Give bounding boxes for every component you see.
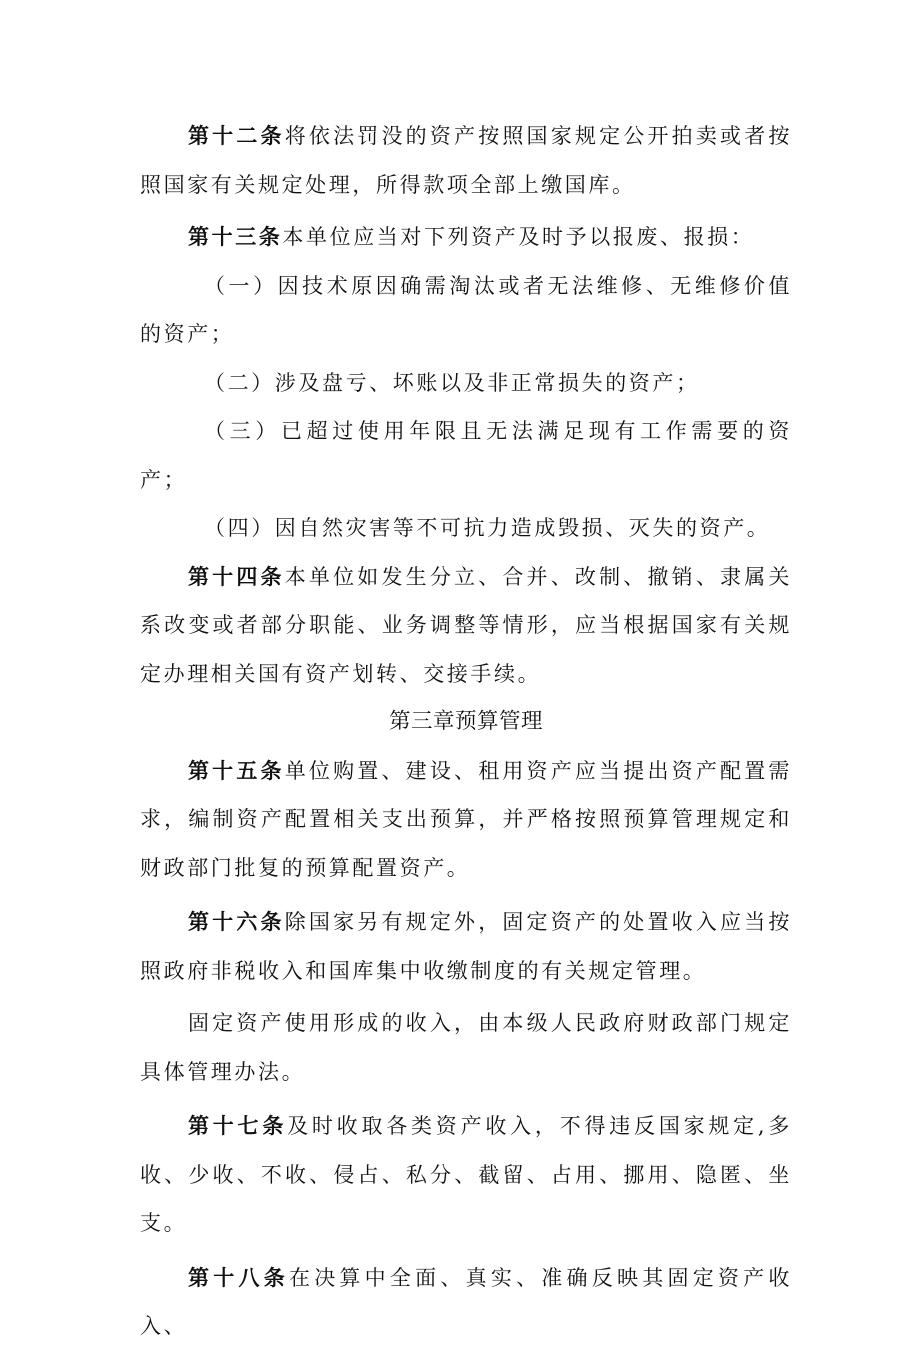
article-text: 本单位如发生分立、合并、改制、撤销、隶属关系改变或者部分职能、业务调整等情形，应当根据国家有关规定办理相关国有资产划转、交接手续。 [140, 564, 792, 686]
article-text: 本单位应当对下列资产及时予以报废、报损： [282, 225, 755, 249]
article-17 [140, 1102, 792, 1248]
article-14 [140, 553, 792, 699]
article-18 [140, 1254, 792, 1351]
article-16 [140, 898, 792, 995]
article-number: 第十五条 [188, 758, 285, 783]
article-text: 将依法罚没的资产按照国家规定公开拍卖或者按照国家有关规定处理，所得款项全部上缴国库。 [140, 124, 792, 197]
article-number: 第十六条 [188, 910, 285, 934]
article-text: 及时收取各类资产收入，不得违反国家规定,多收、少收、不收、侵占、私分、截留、占用、挪用、隐匿、坐支。 [140, 1114, 792, 1235]
list-item-3: （三）已超过使用年限且无法满足现有工作需要的资产； [140, 419, 792, 492]
list-item-2: （二）涉及盘亏、坏账以及非正常损失的资产； [204, 370, 700, 395]
document-page [140, 112, 792, 1351]
article-text: 单位购置、建设、租用资产应当提出资产配置需求，编制资产配置相关支出预算，并严格按照预算管理规定和财政部门批复的预算配置资产。 [140, 758, 792, 880]
article-number: 第十八条 [188, 1265, 289, 1290]
article-text: 在决算中全面、真实、准确反映其固定资产收入、 [140, 1265, 793, 1338]
article-number: 第十二条 [188, 124, 285, 148]
chapter-heading: 第三章预算管理 [388, 709, 543, 734]
list-item-4: （四）因自然灾害等不可抗力造成毁损、灭失的资产。 [204, 516, 771, 540]
article-number: 第十七条 [188, 1114, 288, 1138]
article-number: 第十四条 [188, 564, 285, 589]
article-number: 第十三条 [188, 225, 283, 249]
article-15 [140, 747, 792, 893]
article-text: 除国家另有规定外，固定资产的处置收入应当按照政府非税收入和国库集中收缴制度的有关规定管理。 [140, 910, 792, 983]
list-item-1: （一）因技术原因确需淘汰或者无法维修、无维修价值的资产； [140, 273, 792, 346]
article-12 [140, 112, 792, 209]
article-13 [140, 213, 792, 262]
plain-paragraph: 固定资产使用形成的收入，由本级人民政府财政部门规定具体管理办法。 [140, 1011, 792, 1084]
